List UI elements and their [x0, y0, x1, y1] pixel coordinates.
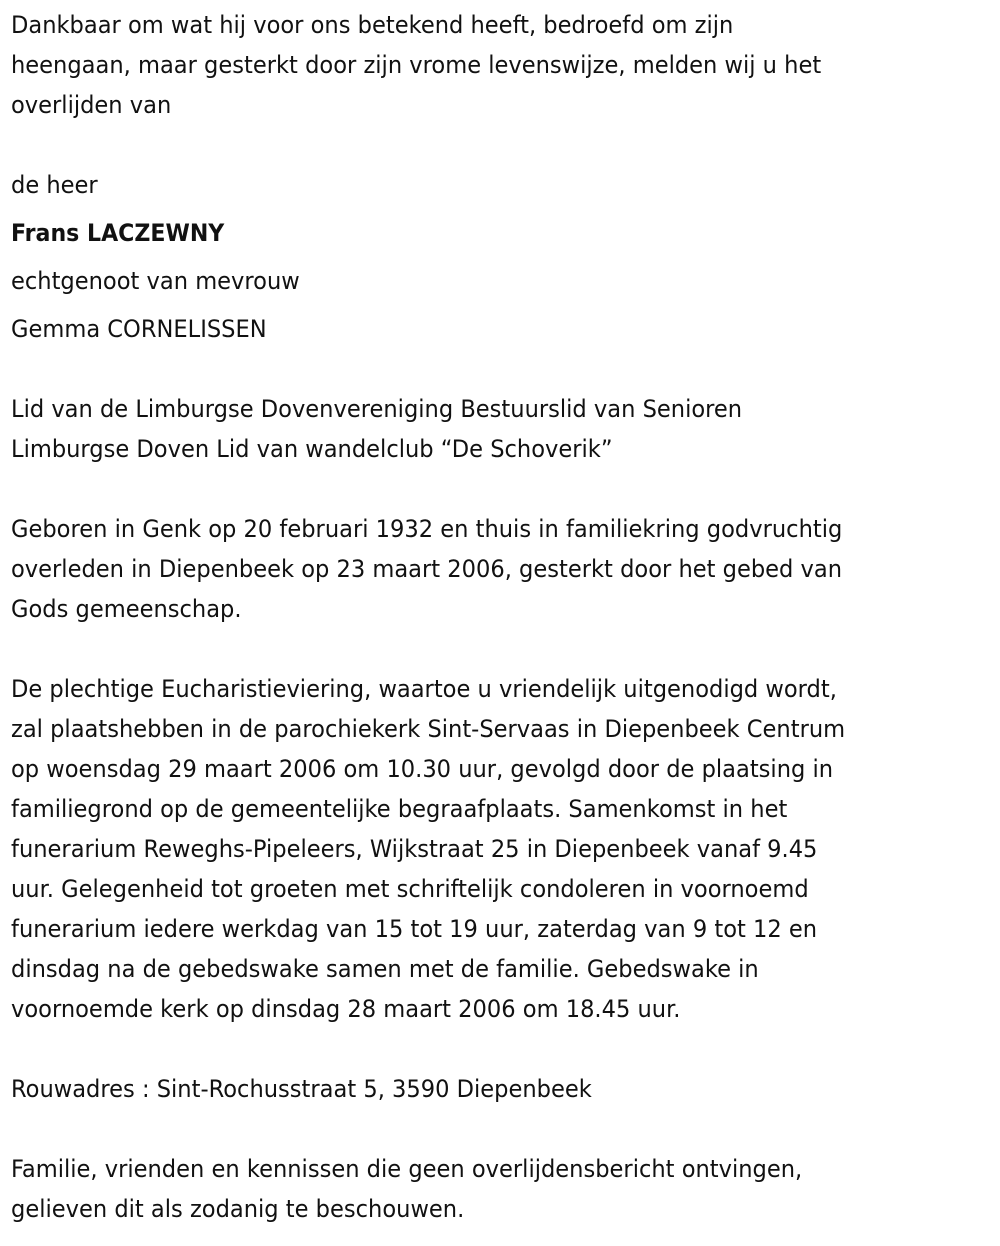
intro-line-3: overlijden van	[11, 91, 172, 119]
ceremony-line-9: voornoemde kerk op dinsdag 28 maart 2006 om 18.45 uur.	[11, 995, 681, 1023]
memberships-line-1: Lid van de Limburgse Dovenvereniging Bestuurslid van Senioren	[11, 395, 743, 423]
birth-death-line-3: Gods gemeenschap.	[11, 595, 242, 623]
ceremony-line-4: familiegrond op de gemeentelijke begraafplaats. Samenkomst in het	[11, 795, 788, 823]
memberships-line-2: Limburgse Doven Lid van wandelclub “De Schoverik”	[11, 435, 613, 463]
closing-line-1: Familie, vrienden en kennissen die geen overlijdensbericht ontvingen,	[11, 1155, 803, 1183]
ceremony-line-8: dinsdag na de gebedswake samen met de familie. Gebedswake in	[11, 955, 759, 983]
mourning-address: Rouwadres : Sint-Rochusstraat 5, 3590 Diepenbeek	[11, 1075, 592, 1103]
salutation: de heer	[11, 171, 98, 199]
closing-line-2: gelieven dit als zodanig te beschouwen.	[11, 1195, 465, 1223]
birth-death-line-2: overleden in Diepenbeek op 23 maart 2006, gesterkt door het gebed van	[11, 555, 843, 583]
birth-death-line-1: Geboren in Genk op 20 februari 1932 en thuis in familiekring godvruchtig	[11, 515, 843, 543]
spouse-label: echtgenoot van mevrouw	[11, 267, 300, 295]
intro-line-1: Dankbaar om wat hij voor ons betekend heeft, bedroefd om zijn	[11, 11, 734, 39]
intro-line-2: heengaan, maar gesterkt door zijn vrome levenswijze, melden wij u het	[11, 51, 822, 79]
ceremony-line-1: De plechtige Eucharistieviering, waartoe u vriendelijk uitgenodigd wordt,	[11, 675, 837, 703]
ceremony-line-5: funerarium Reweghs-Pipeleers, Wijkstraat 25 in Diepenbeek vanaf 9.45	[11, 835, 818, 863]
deceased-name: Frans LACZEWNY	[11, 219, 225, 247]
spouse-name: Gemma CORNELISSEN	[11, 315, 267, 343]
ceremony-line-2: zal plaatshebben in de parochiekerk Sint-Servaas in Diepenbeek Centrum	[11, 715, 846, 743]
ceremony-line-3: op woensdag 29 maart 2006 om 10.30 uur, gevolgd door de plaatsing in	[11, 755, 834, 783]
ceremony-line-7: funerarium iedere werkdag van 15 tot 19 uur, zaterdag van 9 tot 12 en	[11, 915, 818, 943]
ceremony-line-6: uur. Gelegenheid tot groeten met schriftelijk condoleren in voornoemd	[11, 875, 809, 903]
